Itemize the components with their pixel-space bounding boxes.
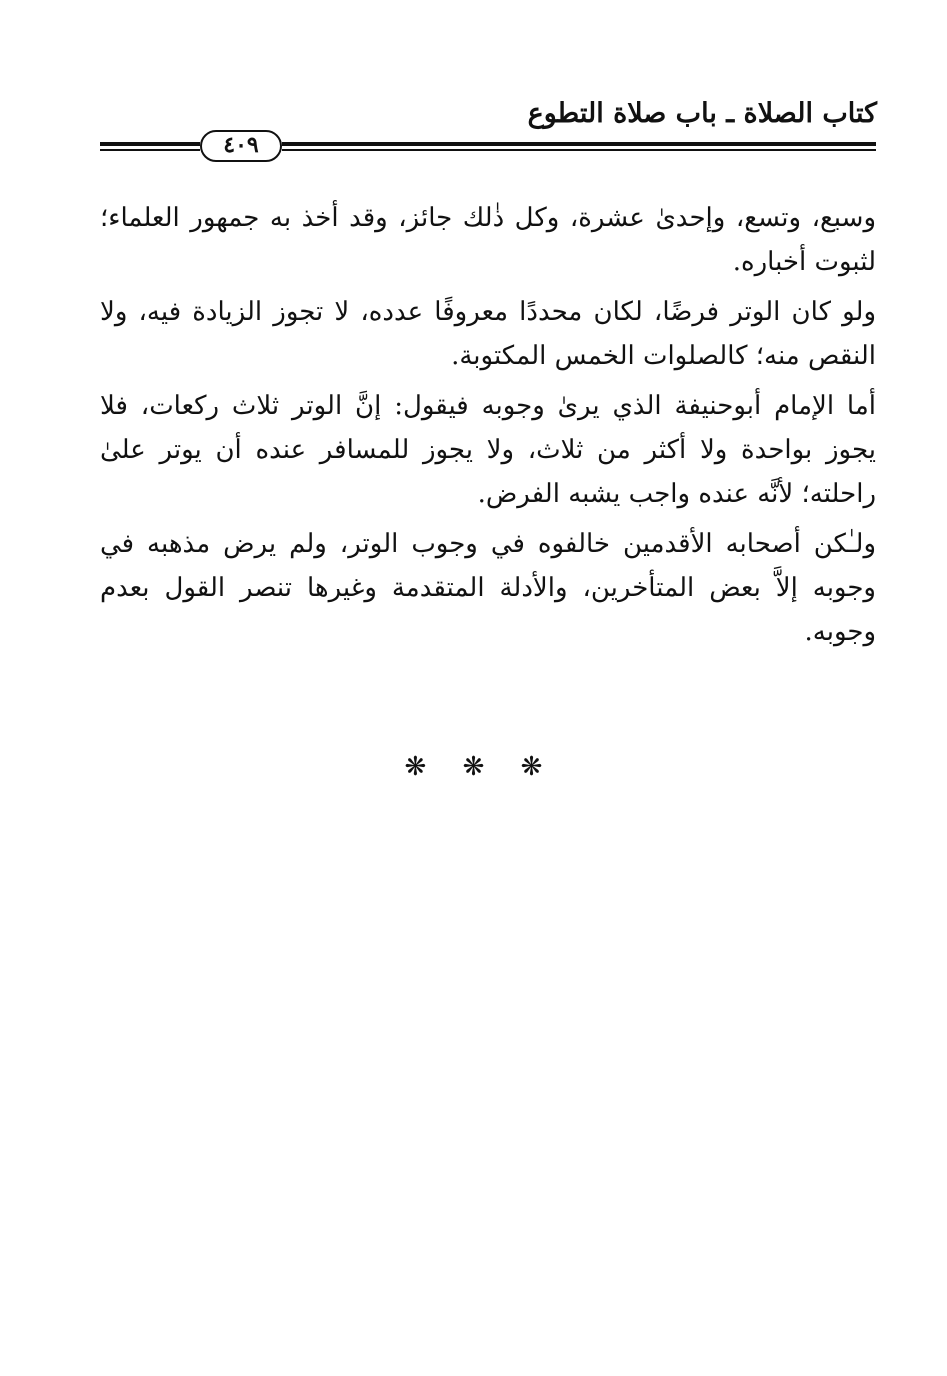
paragraph: ولـٰكن أصحابه الأقدمين خالفوه في وجوب الوتر، ولم يرض مذهبه في وجوبه إلاَّ بعض المتأخرين، والأدلة المتقدمة وغيرها تنصر القول بعدم وجوبه. [100, 529, 876, 647]
asterism-icon: ❋ [462, 752, 485, 782]
paragraph: أما الإمام أبوحنيفة الذي يرىٰ وجوبه فيقول: إنَّ الوتر ثلاث ركعات، فلا يجوز بواحدة ولا أكثر من ثلاث، ولا يجوز للمسافر عنده أن يوتر علىٰ راحلته؛ لأنَّه عنده واجب يشبه الفرض. [100, 391, 876, 509]
paragraph: وسبع، وتسع، وإحدىٰ عشرة، وكل ذٰلك جائز، وقد أخذ به جمهور العلماء؛ لثبوت أخباره. [100, 203, 876, 277]
paragraph: ولو كان الوتر فرضًا، لكان محددًا معروفًا عدده، لا تجوز الزيادة فيه، ولا النقص منه؛ كالصلوات الخمس المكتوبة. [100, 297, 876, 371]
asterism-icon: ❋ [520, 752, 543, 782]
header-rule-right [282, 142, 876, 152]
header-rule-left [100, 142, 200, 152]
page-number: ٤٠٩ [200, 130, 282, 162]
body-text [100, 196, 876, 660]
running-title: كتاب الصلاة ـ باب صلاة التطوع [527, 98, 877, 129]
section-separator [0, 752, 947, 782]
asterism-icon: ❋ [404, 752, 427, 782]
